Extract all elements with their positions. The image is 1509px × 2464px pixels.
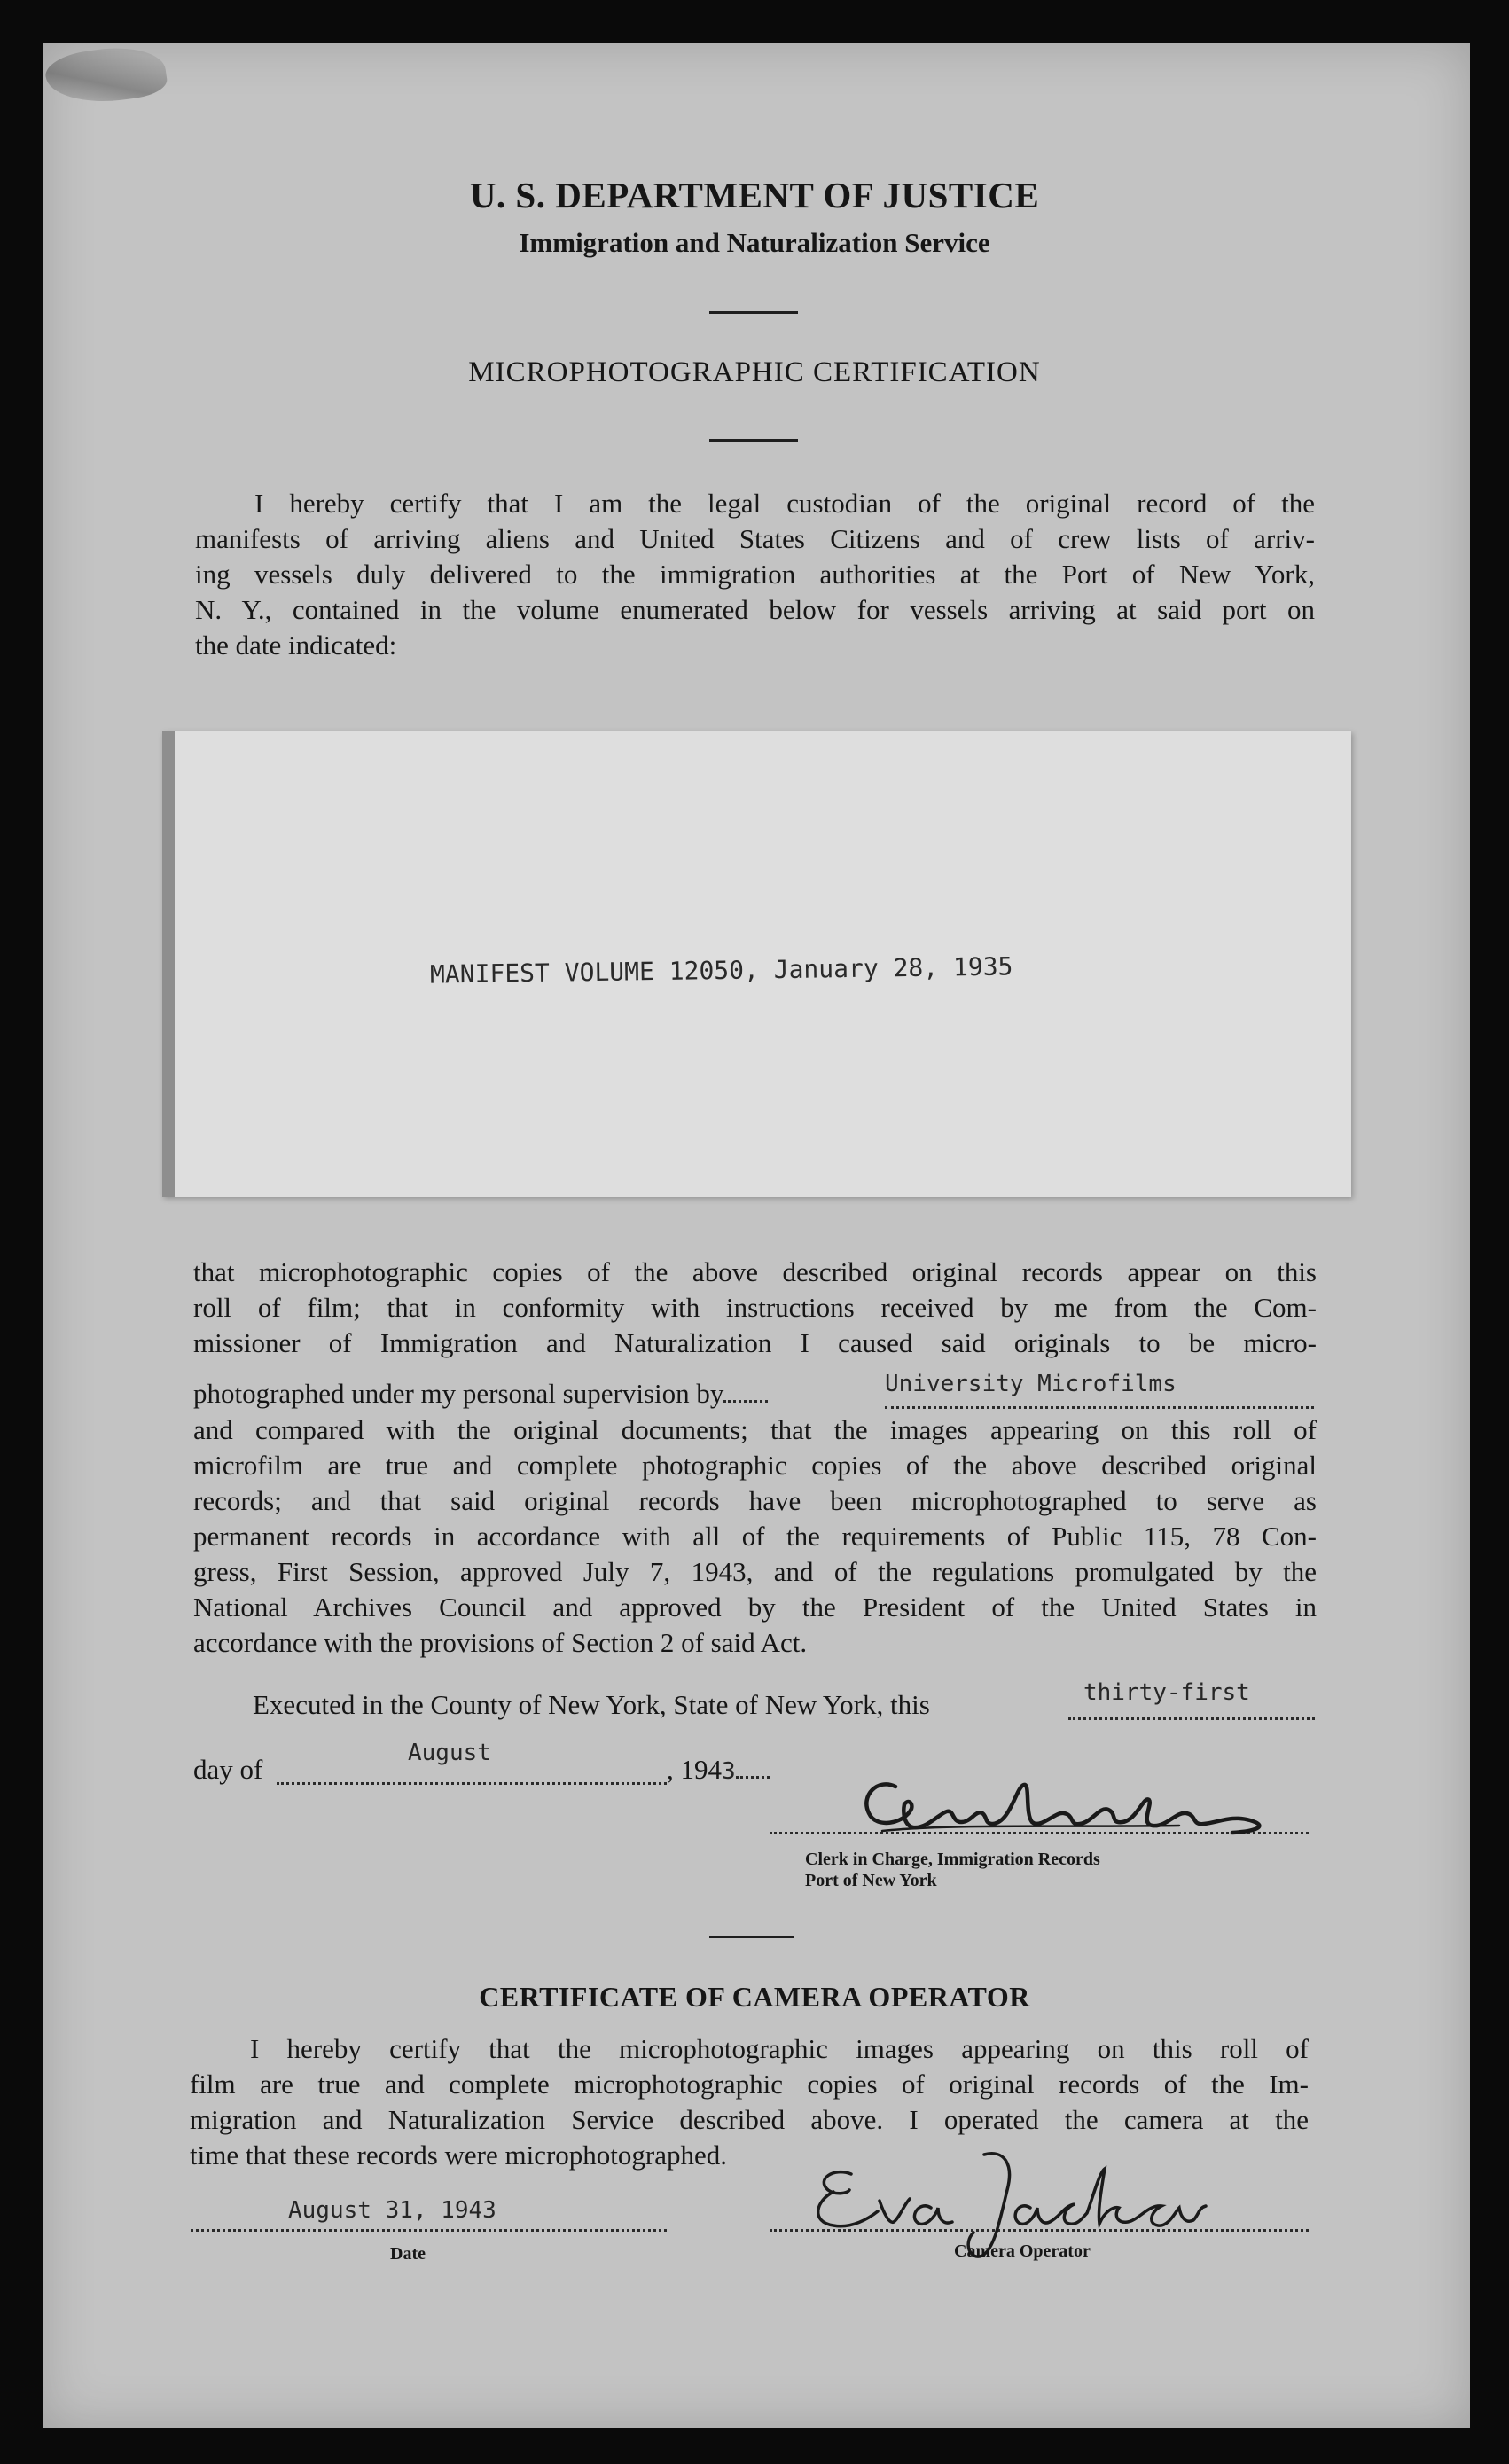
body-paragraph (193, 1255, 1317, 1361)
clerk-title-line2: Port of New York (805, 1871, 937, 1890)
camera-date-value: August 31, 1943 (288, 2197, 496, 2224)
paragraph-line: I hereby certify that I am the legal custodian of the original record of the (254, 488, 1315, 519)
paragraph-line: and compared with the original documents; that the images appearing on this roll of (193, 1414, 1317, 1445)
executed-day-value: thirty-first (1083, 1679, 1250, 1706)
divider-rule (709, 1936, 794, 1938)
paragraph-line: gress, First Session, approved July 7, 1943, and of the regulations promulgated by the (193, 1556, 1317, 1587)
paragraph-line: time that these records were microphotographed. (190, 2139, 727, 2171)
camera-operator-label: Camera Operator (954, 2241, 1091, 2261)
day-of-label: day of (193, 1754, 263, 1785)
photographed-by-line (193, 1376, 768, 1412)
year-digit: 3 (722, 1758, 736, 1785)
camera-date-label: Date (390, 2244, 426, 2264)
fill-dots (736, 1776, 770, 1779)
service-subheading: Immigration and Naturalization Service (519, 227, 990, 258)
executed-prefix: Executed in the County of New York, State of New York, this (253, 1689, 930, 1720)
paragraph-line: microfilm are true and complete photographic copies of the above described original (193, 1450, 1317, 1481)
paragraph-line: migration and Naturalization Service described above. I operated the camera at the (190, 2104, 1309, 2135)
year-line (667, 1752, 770, 1789)
photographed-by-value: University Microfilms (885, 1371, 1177, 1397)
paragraph-line: records; and that said original records have been microphotographed to serve as (193, 1485, 1317, 1516)
paragraph-line: that microphotographic copies of the above described original records appear on this (193, 1256, 1317, 1287)
divider-rule (709, 439, 798, 442)
month-value: August (408, 1740, 491, 1766)
department-heading: U. S. DEPARTMENT OF JUSTICE (469, 175, 1040, 215)
fill-dots (723, 1400, 768, 1403)
body-paragraph-continued (193, 1412, 1317, 1661)
paragraph-line: I hereby certify that the microphotographic images appearing on this roll of (250, 2033, 1309, 2064)
paragraph-line: roll of film; that in conformity with instructions received by me from the Com- (193, 1292, 1317, 1323)
clerk-title-line1: Clerk in Charge, Immigration Records (805, 1850, 1100, 1869)
year-prefix: , 194 (667, 1754, 722, 1785)
camera-certificate-heading: CERTIFICATE OF CAMERA OPERATOR (479, 1981, 1030, 2013)
photographed-prefix: photographed under my personal supervision by (193, 1378, 724, 1409)
executed-line (253, 1687, 930, 1723)
paragraph-line: National Archives Council and approved by the President of the United States in (193, 1592, 1317, 1623)
paragraph-line: accordance with the provisions of Section 2 of said Act. (193, 1627, 808, 1658)
divider-rule (709, 311, 798, 314)
paragraph-line: missioner of Immigration and Naturalization I caused said originals to be micro- (193, 1327, 1317, 1358)
certification-title: MICROPHOTOGRAPHIC CERTIFICATION (468, 356, 1041, 388)
paragraph-line: manifests of arriving aliens and United States Citizens and of crew lists of arriv- (195, 523, 1315, 554)
paragraph-line: the date indicated: (195, 630, 397, 661)
manifest-volume-text: MANIFEST VOLUME 12050, January 28, 1935 (429, 951, 1013, 990)
paragraph-line: film are true and complete microphotographic copies of original records of the Im- (190, 2069, 1309, 2100)
intro-paragraph (195, 486, 1315, 663)
clerk-signature (842, 1760, 1303, 1849)
paragraph-line: N. Y., contained in the volume enumerated below for vessels arriving at said port on (195, 594, 1315, 625)
fill-dots (885, 1376, 1314, 1412)
paragraph-line: ing vessels duly delivered to the immigration authorities at the Port of New York, (195, 559, 1315, 590)
paragraph-line: permanent records in accordance with all of the requirements of Public 115, 78 Con- (193, 1521, 1317, 1552)
